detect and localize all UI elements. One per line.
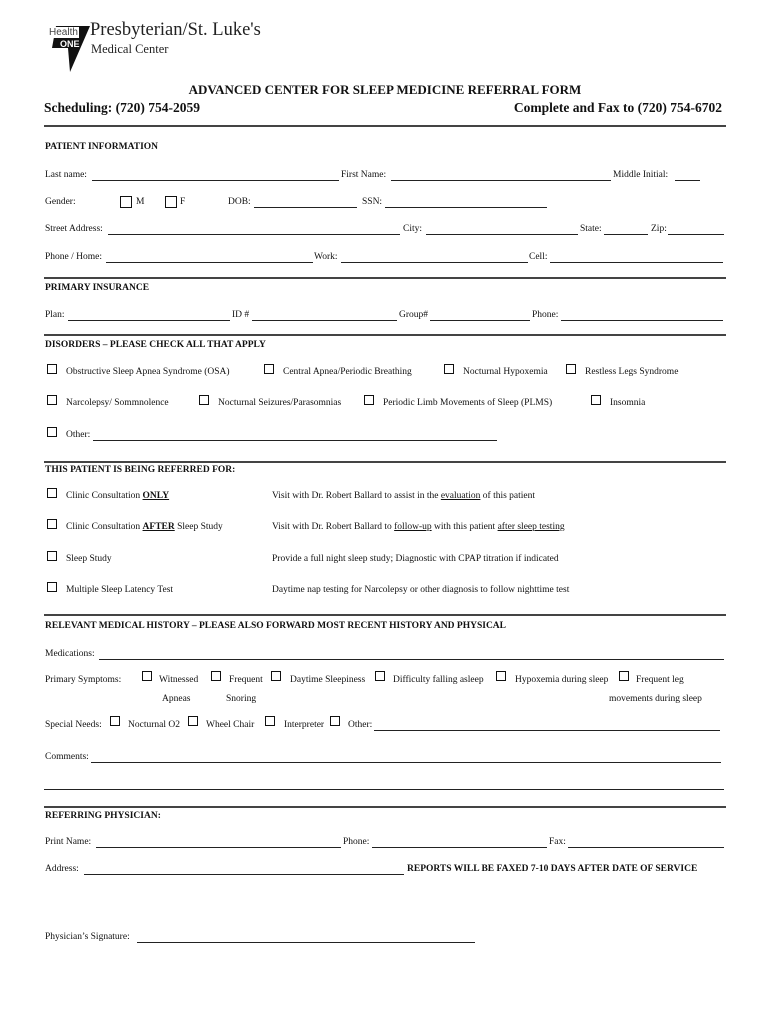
city-field[interactable]: [426, 234, 578, 235]
fax-to: Complete and Fax to (720) 754-6702: [513, 100, 722, 115]
cell-phone-field[interactable]: [550, 262, 723, 263]
nocturnal-seizures-label: Nocturnal Seizures/Parasomnias: [218, 398, 342, 408]
physician-phone-field[interactable]: [372, 847, 547, 848]
narcolepsy-checkbox[interactable]: [47, 395, 57, 405]
print-name-field[interactable]: [96, 847, 341, 848]
hypoxemia-sleep-label: Hypoxemia during sleep: [515, 675, 609, 685]
state-label: State:: [580, 224, 602, 234]
gender-f-checkbox[interactable]: [165, 196, 177, 208]
clinic-only-label: Clinic Consultation ONLY: [66, 491, 170, 501]
city-label: City:: [403, 224, 423, 234]
primary-symptoms-label: Primary Symptoms:: [45, 675, 122, 685]
other-needs-field[interactable]: [374, 730, 720, 731]
history-header: RELEVANT MEDICAL HISTORY – PLEASE ALSO FORWARD MOST RECENT HISTORY AND PHYSICAL: [45, 621, 507, 631]
reports-notice: REPORTS WILL BE FAXED 7-10 DAYS AFTER DATE OF SERVICE: [407, 864, 698, 874]
nocturnal-o2-label: Nocturnal O2: [128, 720, 180, 730]
scheduling-phone: Scheduling: (720) 754-2059: [44, 100, 201, 115]
referral-header: THIS PATIENT IS BEING REFERRED FOR:: [45, 465, 236, 475]
first-name-label: First Name:: [341, 170, 387, 180]
logo-one: ONE: [60, 39, 80, 49]
first-name-field[interactable]: [391, 180, 611, 181]
id-field[interactable]: [252, 320, 397, 321]
logo-health: Health: [49, 27, 78, 38]
dob-label: DOB:: [228, 197, 251, 207]
clinic-after-checkbox[interactable]: [47, 519, 57, 529]
plms-label: Periodic Limb Movements of Sleep (PLMS): [383, 398, 553, 408]
last-name-label: Last name:: [45, 170, 87, 180]
wheel-chair-checkbox[interactable]: [188, 716, 198, 726]
insomnia-label: Insomnia: [610, 398, 646, 408]
comments-field[interactable]: [91, 762, 721, 763]
plan-field[interactable]: [68, 320, 230, 321]
medications-label: Medications:: [45, 649, 95, 659]
frequent-label-2: Snoring: [226, 694, 257, 704]
clinic-only-checkbox[interactable]: [47, 488, 57, 498]
witnessed-apneas-checkbox[interactable]: [142, 671, 152, 681]
nocturnal-seizures-checkbox[interactable]: [199, 395, 209, 405]
last-name-field[interactable]: [92, 180, 339, 181]
street-label: Street Address:: [45, 224, 103, 234]
comments-field-line-2[interactable]: [44, 789, 724, 790]
plan-label: Plan:: [45, 310, 65, 320]
clinic-after-desc: Visit with Dr. Robert Ballard to follow-up with this patient after sleep testing: [272, 522, 565, 532]
group-label: Group#: [399, 310, 429, 320]
divider: [44, 806, 726, 808]
gender-label: Gender:: [45, 197, 76, 207]
leg-movements-checkbox[interactable]: [619, 671, 629, 681]
restless-legs-label: Restless Legs Syndrome: [585, 367, 679, 377]
work-phone-field[interactable]: [341, 262, 528, 263]
disorders-header: DISORDERS – PLEASE CHECK ALL THAT APPLY: [45, 340, 266, 350]
nocturnal-hypoxemia-checkbox[interactable]: [444, 364, 454, 374]
witnessed-label-2: Apneas: [162, 694, 191, 704]
wheel-chair-label: Wheel Chair: [206, 720, 255, 730]
physician-fax-field[interactable]: [568, 847, 724, 848]
insurance-phone-label: Phone:: [532, 310, 559, 320]
other-needs-label: Other:: [348, 720, 373, 730]
daytime-label: Daytime Sleepiness: [290, 675, 366, 685]
physician-header: REFERRING PHYSICIAN:: [45, 811, 161, 821]
ssn-label: SSN:: [362, 197, 383, 207]
insurance-phone-field[interactable]: [561, 320, 723, 321]
difficulty-label: Difficulty falling asleep: [393, 675, 484, 685]
other-disorder-checkbox[interactable]: [47, 427, 57, 437]
nocturnal-o2-checkbox[interactable]: [110, 716, 120, 726]
sleep-study-checkbox[interactable]: [47, 551, 57, 561]
narcolepsy-label: Narcolepsy/ Sommnolence: [66, 398, 169, 408]
signature-label: Physician’s Signature:: [45, 932, 130, 942]
mslt-desc: Daytime nap testing for Narcolepsy or other diagnosis to follow nighttime test: [272, 585, 570, 595]
divider: [44, 461, 726, 463]
frequent-snoring-checkbox[interactable]: [211, 671, 221, 681]
leg-movements-label-2: movements during sleep: [609, 694, 702, 704]
divider: [44, 277, 726, 279]
daytime-sleepiness-checkbox[interactable]: [271, 671, 281, 681]
logo: [44, 18, 274, 74]
special-needs-label: Special Needs:: [45, 720, 102, 730]
patient-header: PATIENT INFORMATION: [45, 142, 159, 152]
difficulty-falling-asleep-checkbox[interactable]: [375, 671, 385, 681]
home-phone-label: Phone / Home:: [45, 252, 102, 262]
cell-phone-label: Cell:: [529, 252, 548, 262]
print-name-label: Print Name:: [45, 837, 92, 847]
plms-checkbox[interactable]: [364, 395, 374, 405]
middle-initial-field[interactable]: [675, 180, 700, 181]
restless-legs-checkbox[interactable]: [566, 364, 576, 374]
clinic-only-desc: Visit with Dr. Robert Ballard to assist in the evaluation of this patient: [272, 491, 536, 501]
mslt-checkbox[interactable]: [47, 582, 57, 592]
middle-initial-label: Middle Initial:: [613, 170, 669, 180]
sleep-study-label: Sleep Study: [66, 554, 112, 564]
osa-label: Obstructive Sleep Apnea Syndrome (OSA): [66, 367, 230, 377]
witnessed-label-1: Witnessed: [159, 675, 199, 685]
dob-field[interactable]: [254, 207, 357, 208]
frequent-label-1: Frequent: [229, 675, 263, 685]
physician-phone-label: Phone:: [343, 837, 370, 847]
nocturnal-hypoxemia-label: Nocturnal Hypoxemia: [463, 367, 548, 377]
leg-movements-label-1: Frequent leg: [636, 675, 684, 685]
mslt-label: Multiple Sleep Latency Test: [66, 585, 174, 595]
gender-f-label: F: [180, 197, 186, 207]
home-phone-field[interactable]: [106, 262, 313, 263]
divider: [44, 125, 726, 127]
insurance-header: PRIMARY INSURANCE: [45, 283, 150, 293]
hypoxemia-sleep-checkbox[interactable]: [496, 671, 506, 681]
physician-address-field[interactable]: [84, 874, 404, 875]
logo-sub: Medical Center: [91, 42, 169, 56]
other-disorder-label: Other:: [66, 430, 91, 440]
interpreter-label: Interpreter: [284, 720, 325, 730]
zip-field[interactable]: [668, 234, 724, 235]
interpreter-checkbox[interactable]: [265, 716, 275, 726]
gender-m-label: M: [136, 197, 145, 207]
form-title: ADVANCED CENTER FOR SLEEP MEDICINE REFERRAL FORM: [188, 82, 582, 97]
id-label: ID #: [232, 310, 250, 320]
medications-field[interactable]: [99, 659, 724, 660]
physician-fax-label: Fax:: [549, 837, 566, 847]
ssn-field[interactable]: [385, 207, 547, 208]
physician-address-label: Address:: [45, 864, 79, 874]
zip-label: Zip:: [651, 224, 667, 234]
street-field[interactable]: [108, 234, 400, 235]
comments-label: Comments:: [45, 752, 89, 762]
state-field[interactable]: [604, 234, 648, 235]
central-apnea-label: Central Apnea/Periodic Breathing: [283, 367, 412, 377]
signature-field[interactable]: [137, 942, 475, 943]
insomnia-checkbox[interactable]: [591, 395, 601, 405]
osa-checkbox[interactable]: [47, 364, 57, 374]
central-apnea-checkbox[interactable]: [264, 364, 274, 374]
work-phone-label: Work:: [314, 252, 338, 262]
logo-name: Presbyterian/St. Luke's: [90, 20, 261, 40]
divider: [44, 614, 726, 616]
group-field[interactable]: [430, 320, 530, 321]
gender-m-checkbox[interactable]: [120, 196, 132, 208]
other-disorder-field[interactable]: [93, 440, 497, 441]
other-needs-checkbox[interactable]: [330, 716, 340, 726]
divider: [44, 334, 726, 336]
clinic-after-label: Clinic Consultation AFTER Sleep Study: [66, 522, 223, 532]
sleep-study-desc: Provide a full night sleep study; Diagnostic with CPAP titration if indicated: [272, 554, 559, 564]
